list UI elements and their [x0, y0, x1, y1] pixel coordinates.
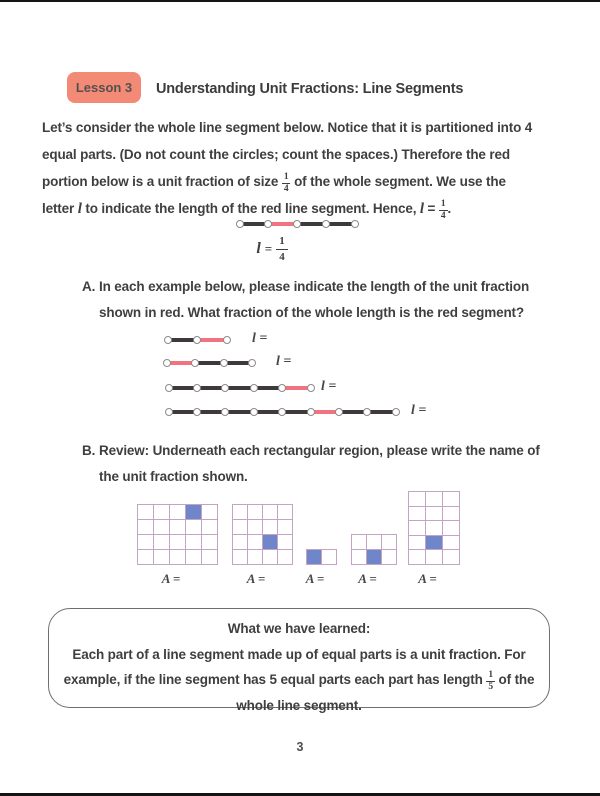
- grid-cell: [278, 550, 293, 565]
- grid-cell: [443, 492, 460, 507]
- grid-cell: [426, 507, 443, 522]
- grid-cell: [233, 550, 248, 565]
- grid-cell: [263, 505, 278, 520]
- section-a-letter: A.: [82, 279, 96, 294]
- grid-cell: [170, 550, 186, 565]
- grid-cell: [322, 550, 337, 565]
- intro-line-2: equal parts. (Do not count the circles; count the spaces.) Therefore the red: [42, 147, 510, 162]
- page-title: Understanding Unit Fractions: Line Segments: [156, 81, 464, 97]
- grid-cell: [138, 505, 154, 520]
- endpoint-circle: [322, 220, 330, 228]
- endpoint-circle: [193, 408, 201, 416]
- endpoint-circle: [250, 408, 258, 416]
- area-answer-label: A =: [305, 571, 325, 586]
- grid-cell: [443, 536, 460, 551]
- grid-cell: [352, 535, 367, 550]
- grid-cell: [154, 535, 170, 550]
- grid-cell: [263, 550, 278, 565]
- section-a-text: In each example below, please indicate the length of the unit fraction shown in red. What fraction of the whole length is the red segment?: [99, 279, 530, 320]
- lesson-badge: [67, 72, 141, 103]
- intro-paragraph: [42, 114, 572, 222]
- endpoint-circle: [293, 220, 301, 228]
- grid-cell: [443, 507, 460, 522]
- grid-cell: [154, 505, 170, 520]
- intro-line-3: portion below is a unit fraction of size $\frac{1}{4}$ of the whole segment. We use the: [42, 171, 506, 194]
- lesson-badge-label: Lesson 3: [75, 80, 133, 95]
- grid-cell: [154, 520, 170, 535]
- page-number: 3: [296, 740, 304, 754]
- endpoint-circle: [264, 220, 272, 228]
- math-letter-l: l: [419, 201, 424, 217]
- grid-cell: [154, 550, 170, 565]
- grid-cell: [202, 505, 218, 520]
- length-answer-label: l =: [321, 379, 337, 394]
- grid-cell: [202, 550, 218, 565]
- endpoint-circle: [248, 359, 256, 367]
- grid-cell: [202, 535, 218, 550]
- summary-line-2: example, if the line segment has 5 equal parts each part has length $\frac{1}{5}$ of the: [63, 669, 535, 692]
- grid-cell: [248, 505, 263, 520]
- length-answer-label: l =: [276, 354, 292, 369]
- grid-cell: [278, 505, 293, 520]
- fraction-one-fourth: $\frac{1}{4}$: [283, 171, 289, 194]
- fraction-grid-5: [408, 491, 460, 565]
- endpoint-circle: [221, 384, 229, 392]
- area-answer-label: A =: [418, 571, 437, 586]
- endpoint-circle: [307, 384, 315, 392]
- endpoint-circle: [191, 359, 199, 367]
- fraction-grid-2: [232, 504, 293, 565]
- shaded-unit-cell: [186, 505, 202, 520]
- endpoint-circle: [250, 384, 258, 392]
- endpoint-circle: [278, 384, 286, 392]
- endpoint-circle: [221, 408, 229, 416]
- shaded-unit-cell: [426, 536, 443, 551]
- endpoint-circle: [165, 384, 173, 392]
- grid-cell: [233, 520, 248, 535]
- grid-cell: [248, 550, 263, 565]
- math-letter-l: l: [77, 201, 82, 217]
- grid-cell: [186, 535, 202, 550]
- grid-cell: [382, 535, 397, 550]
- endpoint-circle: [164, 336, 172, 344]
- summary-line-1: Each part of a line segment made up of equal parts is a unit fraction. For: [72, 646, 526, 662]
- grid-cell: [186, 520, 202, 535]
- summary-title: What we have learned:: [227, 621, 371, 636]
- fraction-grid-4: [351, 534, 397, 565]
- section-b-text: Review: Underneath each rectangular region, please write the name of the unit fraction shown.: [99, 443, 540, 484]
- grid-cell: [233, 505, 248, 520]
- endpoint-circle: [278, 408, 286, 416]
- grid-cell: [138, 535, 154, 550]
- section-b-letter: B.: [82, 443, 96, 458]
- endpoint-circle: [307, 408, 315, 416]
- section-b-heading: [82, 438, 540, 490]
- grid-cell: [170, 520, 186, 535]
- grid-cell: [382, 550, 397, 565]
- endpoint-circle: [392, 408, 400, 416]
- grid-cell: [367, 535, 382, 550]
- summary-line-3: whole line segment.: [236, 697, 362, 713]
- length-answer-label: l =: [411, 403, 427, 418]
- endpoint-circle: [223, 336, 231, 344]
- endpoint-circle: [335, 408, 343, 416]
- grid-cell: [426, 521, 443, 536]
- fraction-one-fifth: $\frac{1}{5}$: [488, 669, 493, 692]
- endpoint-circle: [193, 384, 201, 392]
- grid-cell: [170, 535, 186, 550]
- length-answer-label: l =: [252, 331, 268, 346]
- grid-cell: [443, 550, 460, 565]
- endpoint-circle: [351, 220, 359, 228]
- main-diagram-label: [244, 235, 300, 263]
- grid-cell: [248, 535, 263, 550]
- shaded-unit-cell: [263, 535, 278, 550]
- shaded-unit-cell: [367, 550, 382, 565]
- section-a-heading: [82, 274, 529, 326]
- intro-line-4: letter l to indicate the length of the red line segment. Hence, l = $\frac{1}{4}$ .: [42, 198, 452, 221]
- grid-cell: [409, 507, 426, 522]
- grid-cell: [352, 550, 367, 565]
- math-letter-l: l: [256, 240, 261, 258]
- grid-cell: [278, 535, 293, 550]
- fraction-grid-3: [306, 549, 337, 565]
- grid-cell: [202, 520, 218, 535]
- fraction-grid-1: [137, 504, 218, 565]
- grid-cell: [409, 550, 426, 565]
- grid-cell: [426, 492, 443, 507]
- grid-cell: [138, 550, 154, 565]
- grid-cell: [409, 536, 426, 551]
- area-answer-label: A =: [161, 571, 181, 586]
- grid-cell: [263, 520, 278, 535]
- fraction-one-fourth: $\frac{1}{4}$: [440, 198, 446, 221]
- area-answer-label: A =: [246, 571, 266, 586]
- area-answer-label: A =: [358, 571, 377, 586]
- grid-cell: [170, 505, 186, 520]
- grid-cell: [409, 492, 426, 507]
- summary-box: [48, 608, 550, 713]
- endpoint-circle: [236, 220, 244, 228]
- grid-cell: [186, 550, 202, 565]
- grid-cell: [233, 535, 248, 550]
- grid-cell: [443, 521, 460, 536]
- grid-cell: [248, 520, 263, 535]
- grid-cell: [138, 520, 154, 535]
- endpoint-circle: [165, 408, 173, 416]
- shaded-unit-cell: [307, 550, 322, 565]
- grid-cell: [278, 520, 293, 535]
- fraction-one-fourth: $\frac{1}{4}$: [276, 235, 288, 263]
- grid-cell: [409, 521, 426, 536]
- intro-line-1: Let’s consider the whole line segment below. Notice that it is partitioned into 4: [42, 120, 533, 135]
- endpoint-circle: [363, 408, 371, 416]
- endpoint-circle: [193, 336, 201, 344]
- endpoint-circle: [163, 359, 171, 367]
- grid-cell: [426, 550, 443, 565]
- endpoint-circle: [220, 359, 228, 367]
- equals-sign: =: [264, 241, 273, 257]
